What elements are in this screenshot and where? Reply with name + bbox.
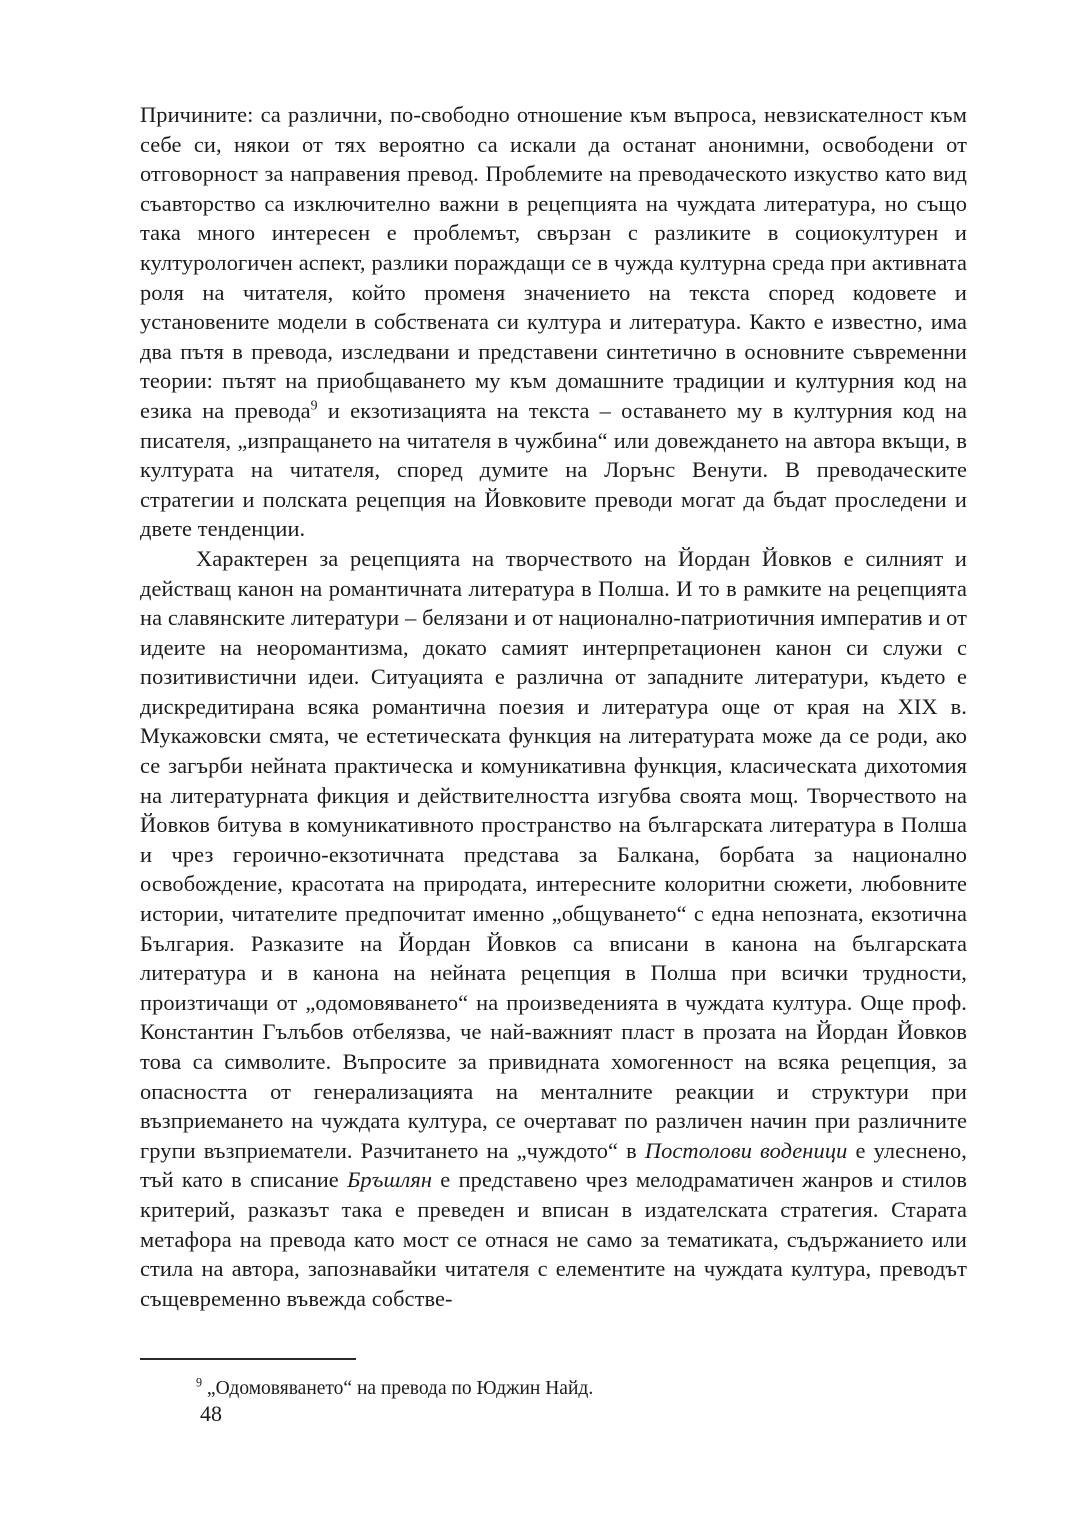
footnote-reference-9: 9 xyxy=(310,398,318,414)
paragraph-2-text-mid: е улеснено, тъй като в списание xyxy=(140,1137,967,1193)
paragraph-1-text-after-ref: и екзотизацията на текста – оставането му в културния код на писателя, „изпращането на читателя в чужбина“ или довеждането на автора вкъщи, в културата на читателя, според думите на Лорънс Венути. В преводаческите стратегии и полската рецепция на Йовковите преводи могат да бъдат проследени и двете тенденции. xyxy=(140,397,967,542)
paragraph-2-text: Характерен за рецепцията на творчеството на Йордан Йовков е силният и действащ канон на романтичната литература в Полша. И то в рамките на рецепцията на славянските литератури – белязани и от национално-патриотичния императив и от идеите на неоромантизма, докато самият интерпретационен канон си служи с позитивистични идеи. Ситуацията е различна от западните литератури, където е дискредитирана всяка романтична поезия и литература още от края на XIX в. Мукажовски смята, че естетическата функция на литературата може да се роди, ако се загърби нейната практическа и комуникативна функция, класическата дихотомия на литературната фикция и действителността изгубва своята мощ. Творчеството на Йовков битува в комуникативното пространство на българската литература в Полша и чрез героично-екзотичната представа за Балкана, борбата за национално освобождение, красотата на природата, интересните колоритни сюжети, любовните истории, читателите предпочитат именно „общуването“ с една непозната, екзотична България. Разказите на Йордан Йовков са вписани в канона на българската литература и в канона на нейната рецепция в Полша при всички трудности, произтичащи от „одомовяването“ на произведенията в чуждата култура. Още проф. Константин Гълъбов отбелязва, че най-важният пласт в прозата на Йордан Йовков това са символите. Въпросите за привидната хомогенност на всяка рецепция, за опасността от генерализацията на менталните реакции и структури при възприемането на чуждата култура, се очертават по различен начин при различните групи възприематели. Разчитането на „чуждото“ в xyxy=(140,545,967,1163)
paragraph-1 xyxy=(140,100,967,544)
footnote-9-marker: 9 xyxy=(196,1375,203,1390)
footnote-9 xyxy=(140,1376,967,1402)
paragraph-1-text: Причините: са различни, по-свободно отношение към въпроса, невзискателност към себе си, някои от тях вероятно са искали да останат анонимни, освободени от отговорност за направения превод. Проблемите на преводаческото изкуство като вид съавторство са изключително важни в рецепцията на чуждата литература, но също така много интересен е проблемът, свързан с разликите в социокултурен и културологичен аспект, разлики пораждащи се в чужда културна среда при активната роля на читателя, който променя значението на текста според кодовете и установените модели в собствената си култура и литература. Както е известно, има два пътя в превода, изследвани и представени синтетично в основните съвременни теории: пътят на приобщаването му към домашните традиции и културния код на езика на превода xyxy=(140,102,967,423)
footnote-9-text: „Одомовяването“ на превода по Юджин Найд. xyxy=(202,1378,594,1399)
main-text-block xyxy=(140,100,967,1313)
page-number: 48 xyxy=(200,1401,222,1426)
italic-title-postolovi-vodenitsi: Постолови воденици xyxy=(644,1137,848,1163)
paragraph-2-text-end: е представено чрез мелодраматичен жанров и стилов критерий, разказът така е преведен и вписан в издателската стратегия. Старата метафора на превода като мост се отнася не само за тематиката, съдържанието или стила на автора, запознавайки читателя с елементите на чуждата култура, преводът същевременно въвежда собстве- xyxy=(140,1167,967,1311)
paragraph-2 xyxy=(140,544,967,1313)
italic-title-brashlyan: Бръшлян xyxy=(347,1167,433,1193)
footnote-separator-rule xyxy=(140,1358,356,1360)
footnote-area xyxy=(140,1358,967,1402)
